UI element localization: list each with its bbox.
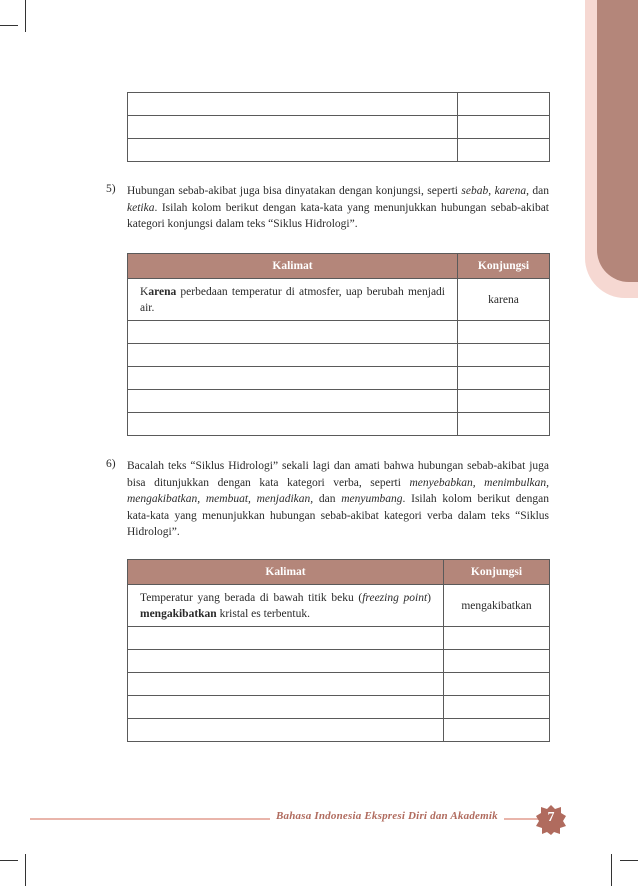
- chapter-tab-decoration-inner: [597, 0, 638, 282]
- crop-mark: [0, 25, 18, 26]
- crop-mark: [611, 854, 612, 886]
- table-row: [128, 696, 550, 719]
- item-number: 6): [106, 458, 116, 470]
- table-row: [128, 650, 550, 673]
- column-header: Kalimat: [128, 254, 458, 279]
- column-header: Kalimat: [128, 560, 444, 585]
- table-row: [128, 585, 550, 627]
- table-row: [128, 279, 550, 321]
- column-header: Konjungsi: [458, 254, 550, 279]
- table-row: [128, 344, 550, 367]
- item-number: 5): [106, 183, 116, 195]
- verb-table: [127, 559, 550, 742]
- conjunction-cell: mengakibatkan: [444, 585, 550, 627]
- sentence-cell: Karena perbedaan temperatur di atmosfer, uap berubah menjadi air.: [128, 279, 458, 321]
- table-header-row: [128, 254, 550, 279]
- table-row: [128, 390, 550, 413]
- table-row: [128, 673, 550, 696]
- instruction-text: Bacalah teks “Siklus Hidrologi” sekali lagi dan amati bahwa hubungan sebab-akibat juga bisa ditunjukkan dengan kata kategori verba, seperti menyebabkan, menimbulkan, mengakibatkan, membuat, menjadikan, dan menyumbang. Isilah kolom berikut dengan kata-kata yang menunjukkan hubungan sebab-akibat kategori verba dalam teks “Siklus Hidrologi”.: [127, 460, 549, 538]
- table-row: [128, 93, 550, 116]
- table-row: [128, 627, 550, 650]
- page-number: 7: [547, 810, 555, 825]
- table-row: [128, 139, 550, 162]
- table-header-row: [128, 560, 550, 585]
- crop-mark: [620, 860, 638, 861]
- crop-mark: [25, 854, 26, 886]
- table-row: [128, 719, 550, 742]
- conjunction-table: [127, 253, 550, 436]
- sentence-cell: Temperatur yang berada di bawah titik beku (freezing point) mengakibatkan kristal es terbentuk.: [128, 585, 444, 627]
- book-title: Bahasa Indonesia Ekspresi Diri dan Akademik: [270, 810, 504, 822]
- table-row: [128, 116, 550, 139]
- crop-mark: [25, 0, 26, 32]
- table-row: [128, 321, 550, 344]
- table-continuation: [127, 92, 550, 162]
- table-row: [128, 367, 550, 390]
- instruction-text: Hubungan sebab-akibat juga bisa dinyatakan dengan konjungsi, seperti sebab, karena, dan ketika. Isilah kolom berikut dengan kata-kata yang menunjukkan hubungan sebab-akibat kategori konjungsi dalam teks “Siklus Hidrologi”.: [127, 185, 549, 230]
- table-row: [128, 413, 550, 436]
- crop-mark: [0, 860, 18, 861]
- column-header: Konjungsi: [444, 560, 550, 585]
- conjunction-cell: karena: [458, 279, 550, 321]
